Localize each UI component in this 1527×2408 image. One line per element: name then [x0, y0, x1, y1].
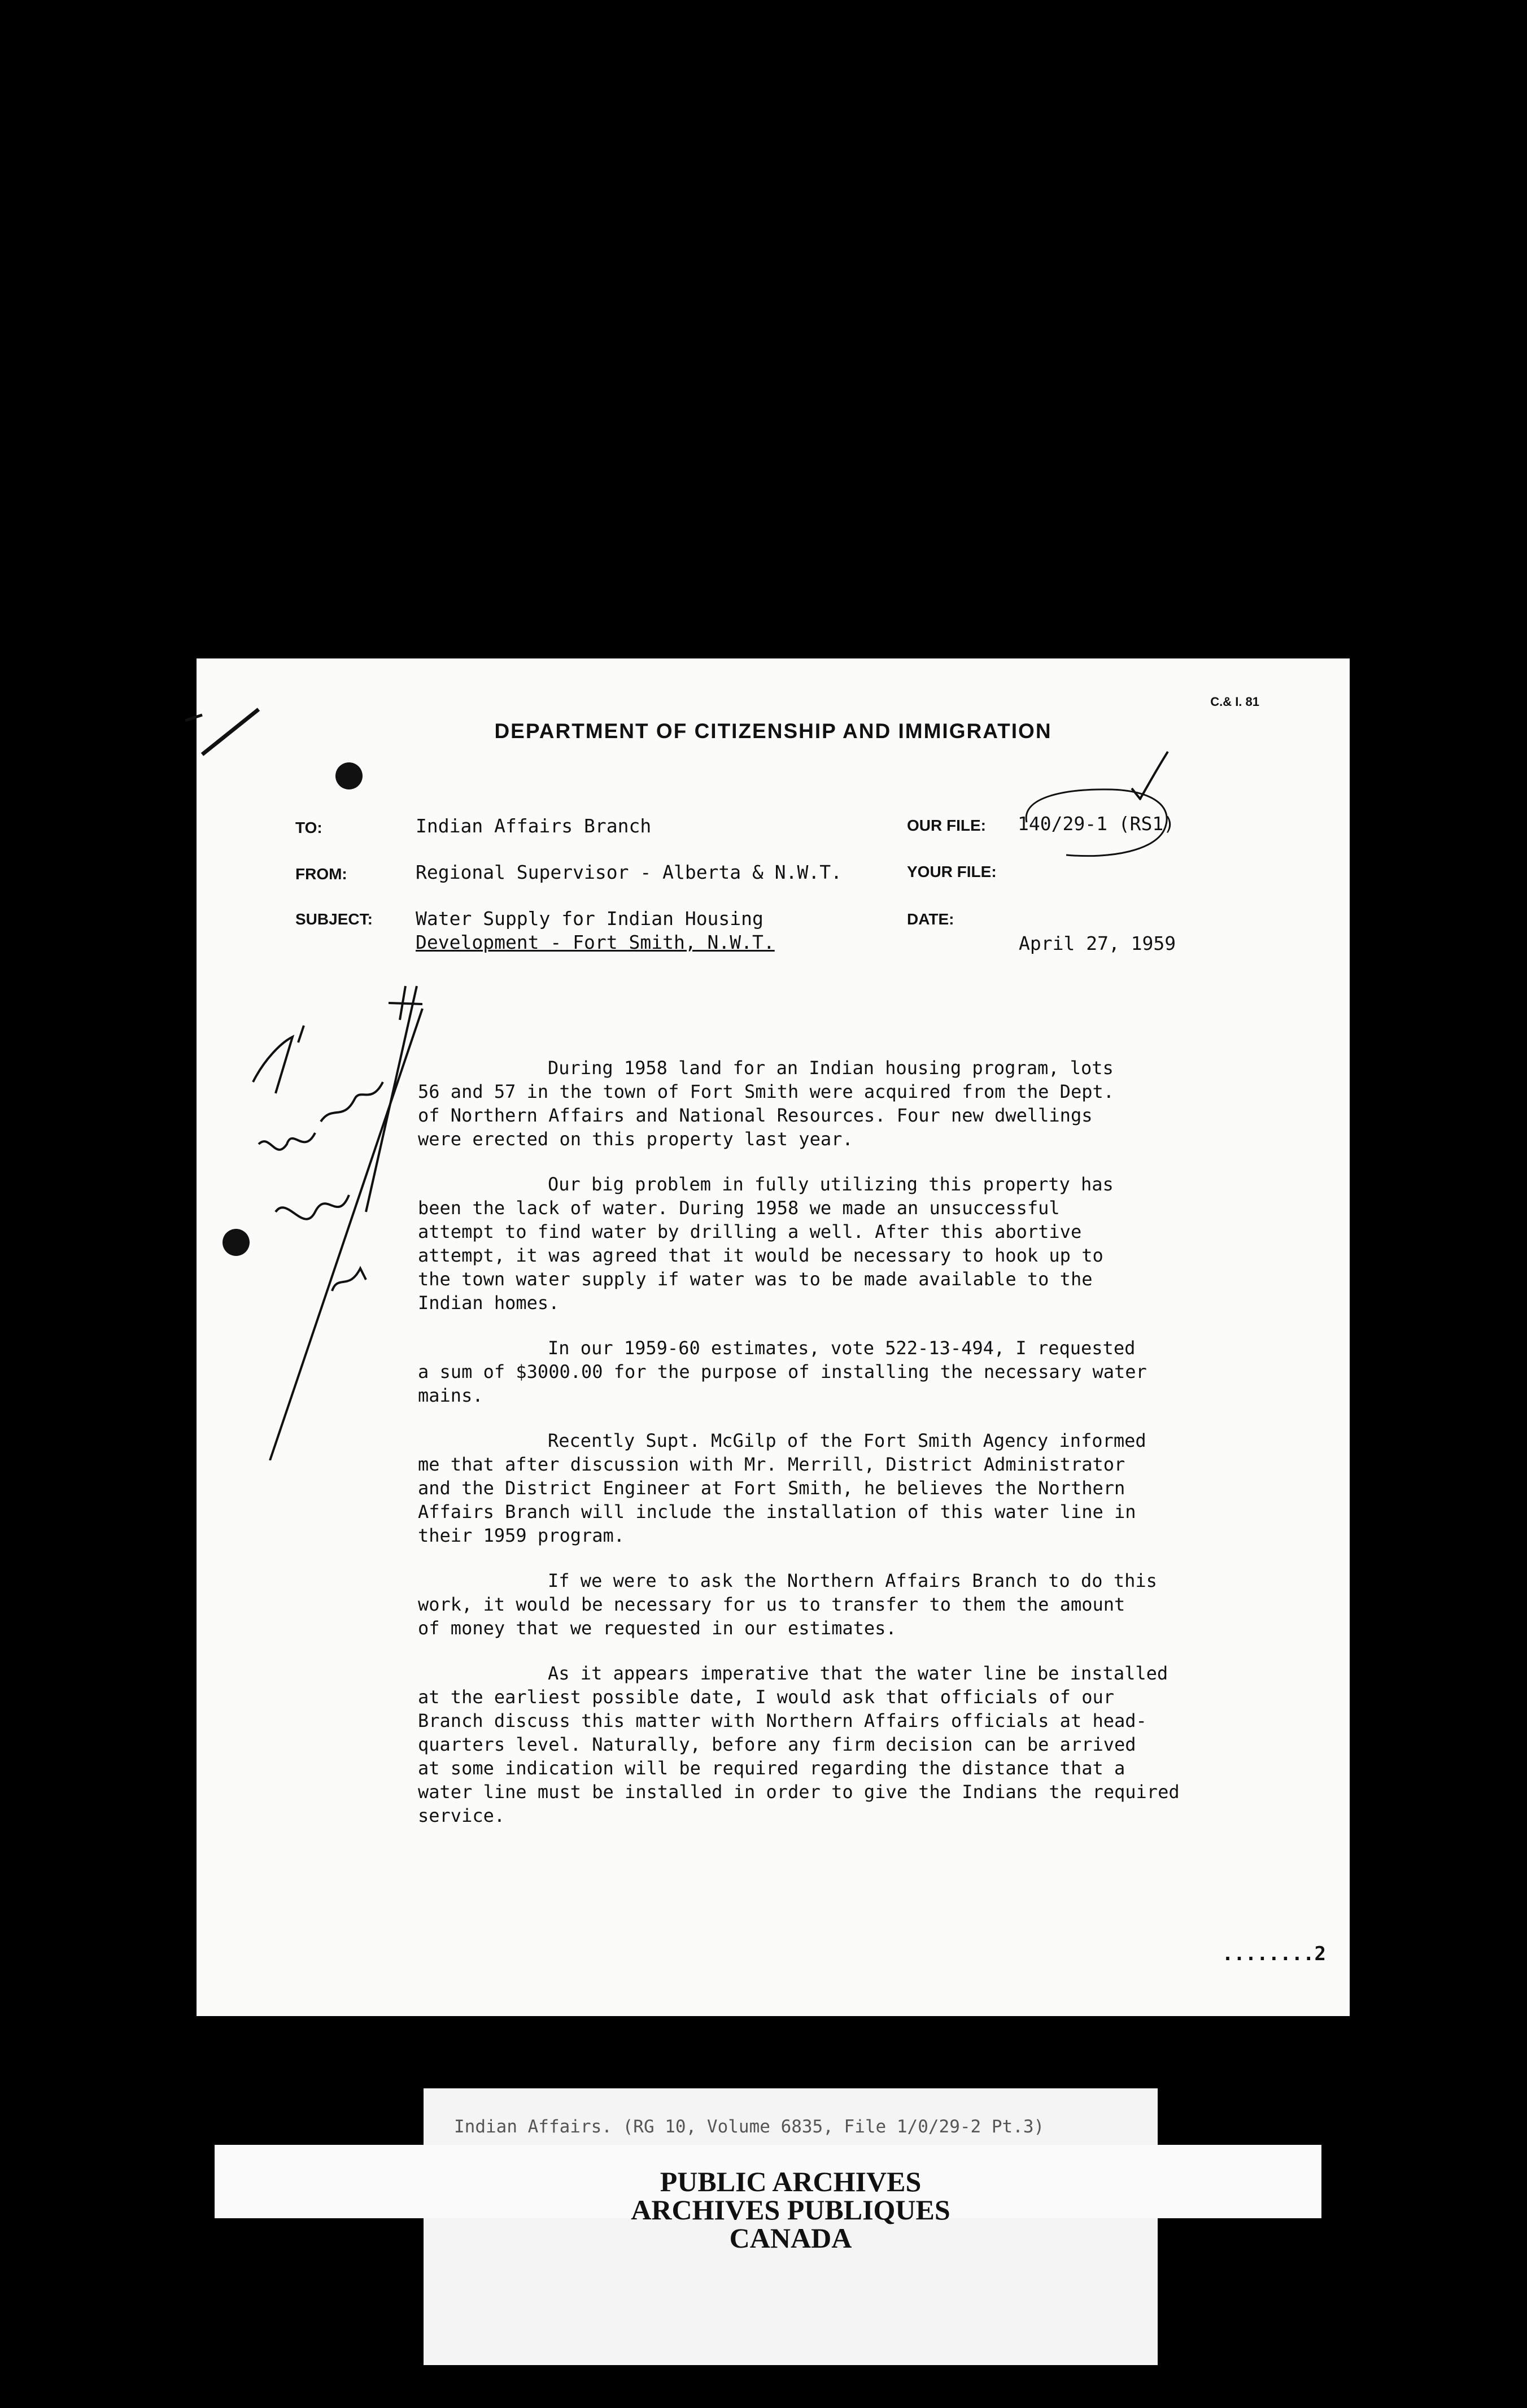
body-line: were erected on this property last year.: [418, 1128, 853, 1150]
body-paragraph-4: [418, 1429, 1265, 1547]
archive-reference: Indian Affairs. (RG 10, Volume 6835, File 1/0/29-2 Pt.3): [454, 2117, 1045, 2137]
body-line: at the earliest possible date, I would ask that officials of our: [418, 1686, 1114, 1708]
subject-line-2: Development - Fort Smith, N.W.T.: [416, 931, 775, 953]
body-paragraph-5: [418, 1569, 1265, 1640]
to-value: Indian Affairs Branch: [416, 815, 652, 837]
body-line: water line must be installed in order to give the Indians the required: [418, 1781, 1180, 1803]
body-line: me that after discussion with Mr. Merrill, District Administrator: [418, 1454, 1125, 1475]
archive-line-3: CANADA: [729, 2222, 852, 2254]
body-line: quarters level. Naturally, before any firm decision can be arrived: [418, 1734, 1136, 1755]
body-line: As it appears imperative that the water line be installed: [548, 1663, 1168, 1684]
archive-line-2: ARCHIVES PUBLIQUES: [631, 2194, 950, 2226]
handwritten-file-circle: [998, 743, 1202, 879]
body-paragraph-1: [418, 1056, 1265, 1151]
page-continuation: ........2: [1221, 1943, 1326, 1965]
body-line: attempt, it was agreed that it would be necessary to hook up to: [418, 1245, 1103, 1266]
form-code: C.& I. 81: [1210, 695, 1259, 709]
body-line: of Northern Affairs and National Resources. Four new dwellings: [418, 1105, 1093, 1126]
body-line: 56 and 57 in the town of Fort Smith were acquired from the Dept.: [418, 1081, 1114, 1102]
body-line: a sum of $3000.00 for the purpose of installing the necessary water: [418, 1361, 1147, 1382]
body-paragraph-6: [418, 1661, 1265, 1827]
body-line: mains.: [418, 1385, 483, 1406]
our-file-label: OUR FILE:: [907, 817, 986, 834]
body-line: and the District Engineer at Fort Smith, he believes the Northern: [418, 1477, 1125, 1499]
body-line: work, it would be necessary for us to transfer to them the amount: [418, 1594, 1125, 1615]
body-line: If we were to ask the Northern Affairs Branch to do this: [548, 1570, 1157, 1591]
body-line: their 1959 program.: [418, 1525, 625, 1546]
subject-line-1: Water Supply for Indian Housing: [416, 908, 764, 930]
body-line: Our big problem in fully utilizing this property has: [548, 1174, 1114, 1195]
date-label: DATE:: [907, 910, 954, 928]
body-line: Affairs Branch will include the installation of this water line in: [418, 1501, 1136, 1523]
punch-hole: [332, 759, 366, 793]
department-title: DEPARTMENT OF CITIZENSHIP AND IMMIGRATION: [494, 719, 1052, 743]
body-line: at some indication will be required regarding the distance that a: [418, 1757, 1125, 1779]
body-line: During 1958 land for an Indian housing program, lots: [548, 1057, 1114, 1079]
memo-body: [418, 1056, 1265, 1849]
body-line: Recently Supt. McGilp of the Fort Smith Agency informed: [548, 1430, 1146, 1451]
body-line: Indian homes.: [418, 1292, 560, 1314]
body-line: In our 1959-60 estimates, vote 522-13-494, I requested: [548, 1337, 1136, 1359]
body-line: of money that we requested in our estimates.: [418, 1617, 897, 1639]
body-line: been the lack of water. During 1958 we made an unsuccessful: [418, 1197, 1060, 1219]
from-value: Regional Supervisor - Alberta & N.W.T.: [416, 861, 842, 883]
date-value: April 27, 1959: [1019, 932, 1176, 954]
body-paragraph-3: [418, 1336, 1265, 1407]
your-file-label: YOUR FILE:: [907, 863, 997, 880]
our-file-value: 140/29-1 (RS1): [1018, 813, 1175, 835]
body-line: attempt to find water by drilling a well. After this abortive: [418, 1221, 1082, 1242]
to-label: TO:: [295, 819, 322, 836]
from-label: FROM:: [295, 865, 347, 883]
subject-label: SUBJECT:: [295, 910, 373, 928]
body-line: service.: [418, 1805, 505, 1826]
body-line: Branch discuss this matter with Northern Affairs officials at head-: [418, 1710, 1147, 1731]
body-paragraph-2: [418, 1172, 1265, 1315]
archive-stamp: [424, 2088, 1158, 2365]
memo-page: [197, 658, 1350, 2016]
body-line: the town water supply if water was to be made available to the: [418, 1268, 1093, 1290]
archive-line-1: PUBLIC ARCHIVES: [660, 2166, 922, 2197]
